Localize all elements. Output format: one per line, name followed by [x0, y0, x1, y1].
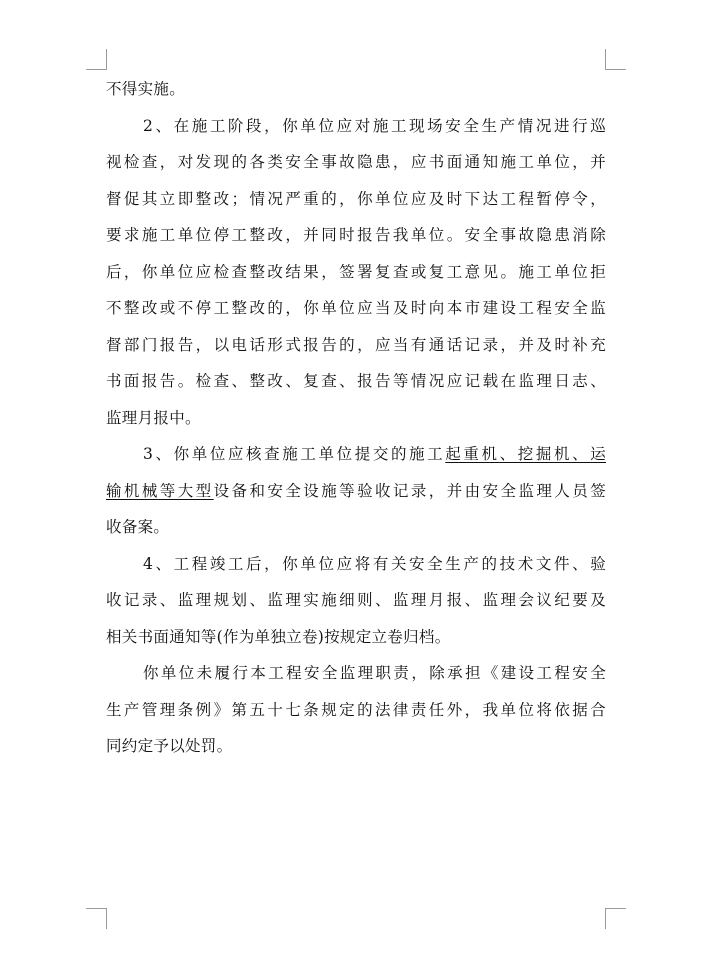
- margin-corner-top-left: [86, 49, 107, 70]
- text-line: 你单位未履行本工程安全监理职责，除承担《建设工程安全: [143, 664, 606, 682]
- text-line: 督促其立即整改；情况严重的，你单位应及时下达工程暂停令，: [106, 189, 606, 208]
- text-line: 要求施工单位停工整改，并同时报告我单位。安全事故隐患消除: [106, 226, 606, 244]
- text-line: 后，你单位应检查整改结果，签署复查或复工意见。施工单位拒: [106, 262, 606, 281]
- text-line: 监理月报中。: [106, 408, 201, 427]
- margin-corner-bottom-left: [86, 908, 107, 929]
- text-line-underlined: [106, 473, 606, 510]
- underlined-text: 输机械等大型: [106, 481, 214, 500]
- text-line: 督部门报告，以电话形式报告的，应当有通话记录，并及时补充: [106, 335, 606, 354]
- text-line: 相关书面通知等(作为单独立卷)按规定立卷归档。: [106, 627, 451, 646]
- text-line: 收备案。: [106, 518, 170, 536]
- text-line: 收记录、监理规划、监理实施细则、监理月报、监理会议纪要及: [106, 591, 606, 609]
- text-line: 同约定予以处罚。: [106, 737, 233, 755]
- underlined-text: 起重机、挖掘机、运: [445, 445, 606, 463]
- margin-corner-top-right: [605, 49, 626, 70]
- text-line: 视检查，对发现的各类安全事故隐患，应书面通知施工单位，并: [106, 153, 606, 171]
- text-line: 书面报告。检查、整改、复查、报告等情况应记载在监理日志、: [106, 372, 606, 390]
- text-span: 3、你单位应核查施工单位提交的施工: [143, 445, 446, 463]
- text-line: 不整改或不停工整改的，你单位应当及时向本市建设工程安全监: [106, 299, 606, 317]
- text-line: 不得实施。: [106, 80, 186, 98]
- text-line: 4、工程竣工后，你单位应将有关安全生产的技术文件、验: [143, 554, 606, 573]
- text-span: 设备和安全设施等验收记录，并由安全监理人员签: [213, 481, 606, 500]
- text-line: 2、在施工阶段，你单位应对施工现场安全生产情况进行巡: [143, 116, 606, 135]
- margin-corner-bottom-right: [605, 908, 626, 929]
- document-body: [106, 71, 606, 765]
- text-line: 生产管理条例》第五十七条规定的法律责任外，我单位将依据合: [106, 700, 606, 719]
- text-line-underlined: [106, 436, 606, 473]
